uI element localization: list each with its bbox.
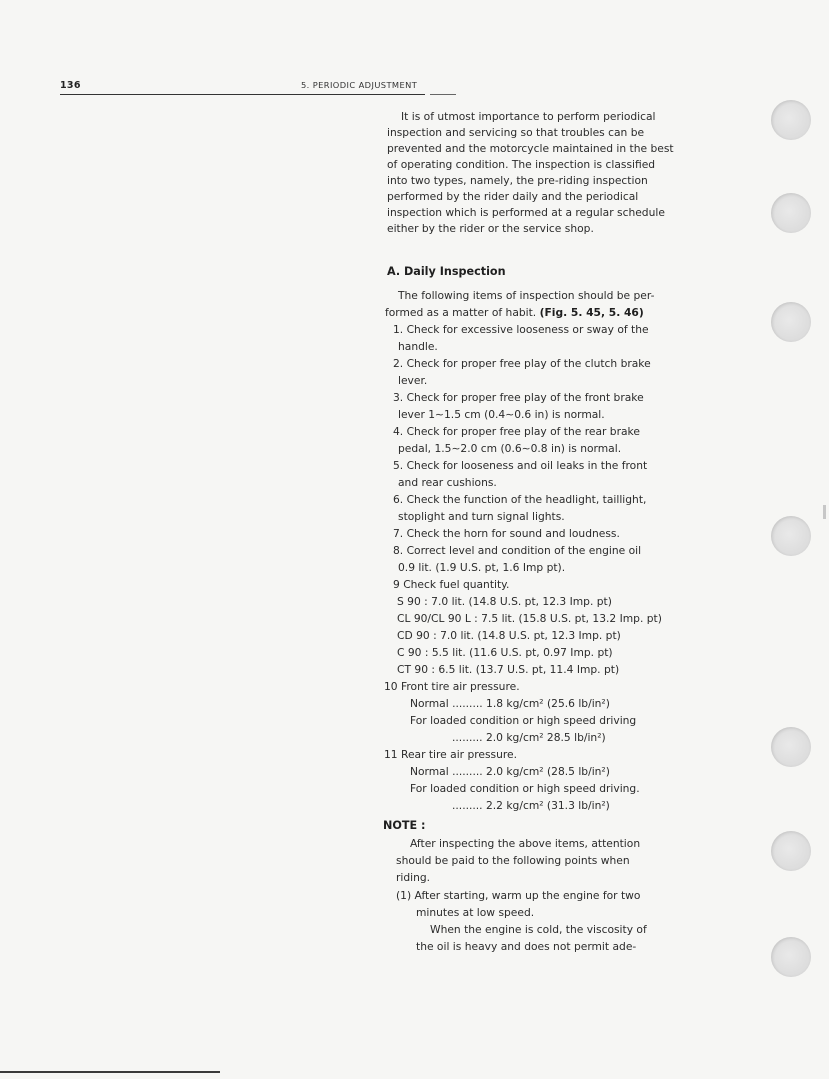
tire-pressure-spec: ......... 2.2 kg/cm² (31.3 lb/in²) [452,799,610,812]
tire-pressure-spec: For loaded condition or high speed driving. [410,782,640,795]
fuel-spec: CT 90 : 6.5 lit. (13.7 U.S. pt, 11.4 Imp. pt) [397,663,620,676]
section-lead-line: The following items of inspection should be per- [398,289,655,302]
tire-pressure-spec: For loaded condition or high speed driving [410,714,637,727]
note-line: When the engine is cold, the viscosity of [430,923,647,936]
chapter-title: 5. PERIODIC ADJUSTMENT [301,80,418,90]
inspection-item: stoplight and turn signal lights. [398,510,565,523]
inspection-item: handle. [398,340,438,353]
fuel-spec: C 90 : 5.5 lit. (11.6 U.S. pt, 0.97 Imp. pt) [397,646,613,659]
tire-pressure-spec: ......... 2.0 kg/cm² 28.5 lb/in²) [452,731,606,744]
page-number: 136 [60,80,81,91]
inspection-item: 6. Check the function of the headlight, taillight, [393,493,647,506]
inspection-item: 1. Check for excessive looseness or sway of the [393,323,649,336]
section-heading: A. Daily Inspection [387,265,506,278]
intro-line: inspection which is performed at a regular schedule [387,206,665,219]
inspection-item: 4. Check for proper free play of the rear brake [393,425,640,438]
intro-line: It is of utmost importance to perform periodical [401,110,656,123]
inspection-item: 3. Check for proper free play of the front brake [393,391,644,404]
lead-text: formed as a matter of habit. [385,306,537,319]
note-line: riding. [396,871,431,884]
note-line: the oil is heavy and does not permit ade- [416,940,637,953]
inspection-item: lever. [398,374,428,387]
note-line: (1) After starting, warm up the engine for two [396,889,641,902]
inspection-item: and rear cushions. [398,476,497,489]
intro-line: inspection and servicing so that troubles can be [387,126,645,139]
fuel-spec: CD 90 : 7.0 lit. (14.8 U.S. pt, 12.3 Imp. pt) [397,629,621,642]
section-lead-line [385,306,644,319]
intro-line: performed by the rider daily and the periodical [387,190,639,203]
note-heading: NOTE : [383,819,426,832]
inspection-item: lever 1∼1.5 cm (0.4∼0.6 in) is normal. [398,408,605,421]
inspection-item: 11 Rear tire air pressure. [384,748,518,761]
fuel-spec: S 90 : 7.0 lit. (14.8 U.S. pt, 12.3 Imp. pt) [397,595,612,608]
figure-reference: (Fig. 5. 45, 5. 46) [539,306,644,319]
note-line: After inspecting the above items, attention [410,837,641,850]
intro-line: into two types, namely, the pre-riding inspection [387,174,648,187]
tire-pressure-spec: Normal ......... 1.8 kg/cm² (25.6 lb/in²) [410,697,610,710]
tire-pressure-spec: Normal ......... 2.0 kg/cm² (28.5 lb/in²) [410,765,610,778]
inspection-item: 8. Correct level and condition of the engine oil [393,544,642,557]
fuel-spec: CL 90/CL 90 L : 7.5 lit. (15.8 U.S. pt, 13.2 Imp. pt) [397,612,662,625]
intro-line: either by the rider or the service shop. [387,222,594,235]
inspection-item: 0.9 lit. (1.9 U.S. pt, 1.6 Imp pt). [398,561,566,574]
inspection-item: 10 Front tire air pressure. [384,680,520,693]
note-line: minutes at low speed. [416,906,535,919]
inspection-item: pedal, 1.5∼2.0 cm (0.6∼0.8 in) is normal. [398,442,622,455]
intro-line: prevented and the motorcycle maintained in the best [387,142,674,155]
inspection-item: 5. Check for looseness and oil leaks in the front [393,459,648,472]
inspection-item: 2. Check for proper free play of the clutch brake [393,357,651,370]
intro-line: of operating condition. The inspection is classified [387,158,656,171]
note-line: should be paid to the following points when [396,854,630,867]
inspection-item: 9 Check fuel quantity. [393,578,510,591]
inspection-item: 7. Check the horn for sound and loudness. [393,527,620,540]
